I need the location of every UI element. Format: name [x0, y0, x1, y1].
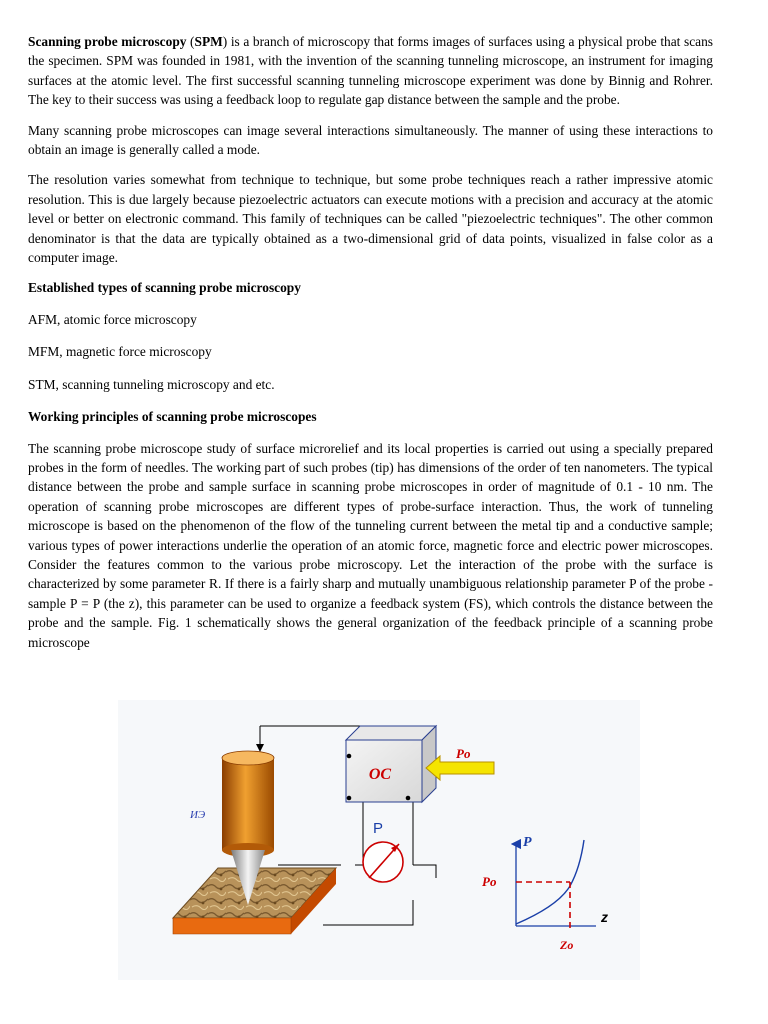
meter-label: P — [373, 820, 384, 837]
ie-label: ИЭ — [190, 809, 206, 821]
type-item-mfm: MFM, magnetic force microscopy — [28, 344, 212, 360]
type-item-afm: AFM, atomic force microscopy — [28, 311, 197, 327]
probe-cylinder — [222, 751, 274, 857]
intro-term: Scanning probe microscopy — [28, 34, 187, 49]
oc-box — [346, 726, 436, 802]
type-item-stm: STM, scanning tunneling microscopy and etc. — [28, 376, 275, 392]
graph-z-axis-label: z — [601, 909, 608, 925]
modes-paragraph: Many scanning probe microscopes can image several interactions simultaneously. The manner of using these interactions to obtain an image is generally called a mode. — [28, 122, 713, 158]
intro-abbr: SPM — [194, 34, 223, 49]
principles-paragraph: The scanning probe microscope study of surface microrelief and its local properties is carried out using a specially prepared probes in the form of needles. The working part of such probes (tip) has dimensions of the order of ten nanometers. The typical distance between the probe and sample surface in scanning probe microscopes in order of magnitude of 0.1 - 10 nm. The operation of scanning probe microscopes are different types of probe-surface interaction. Thus, the work of tunneling microscope is based on the phenomenon of the flow of the tunneling current between the metal tip and a conductive sample; various types of power interactions underlie the operation of an atomic force, magnetic force and electric power microscopes. Consider the features common to the various probe microscopy. Let the interaction of the probe with the surface is characterized by some parameter R. If there is a fairly sharp and mutually unambiguous relationship parameter P of the probe - sample P = P (the z), this parameter can be used to organize a feedback system (FS), which controls the distance between the probe and the sample. Fig. 1 schematically shows the general organization of the feedback principle of a scanning probe microscope — [28, 440, 713, 650]
document-page — [28, 32, 713, 663]
graph-p-axis-label: P — [523, 835, 532, 850]
intro-abbr-close: ) — [222, 34, 228, 49]
graph-zo-label: Zo — [560, 938, 574, 952]
intro-abbr-open: ( — [186, 34, 195, 49]
oc-label: OC — [368, 766, 392, 783]
intro-body: is a branch of microscopy that forms images of surfaces using a physical probe that scans the specimen. SPM was founded in 1981, with the invention of the scanning tunneling microscope, an instrument for imaging surfaces at the atomic level. The first successful scanning tunneling microscope experiment was done by Binnig and Rohrer. The key to their success was using a feedback loop to regulate gap distance between the sample and the probe. — [28, 34, 713, 108]
graph-po-label: Po — [482, 874, 497, 889]
intro-paragraph — [28, 32, 713, 110]
po-arrow-label: Po — [456, 746, 471, 761]
meter-gauge-icon — [363, 842, 403, 882]
feedback-diagram — [118, 700, 640, 980]
resolution-paragraph: The resolution varies somewhat from technique to technique, but some probe techniques reach a rather impressive atomic resolution. This is due largely because piezoelectric actuators can execute motions with a precision and accuracy at the atomic level or better on electronic command. This family of techniques can be called "piezoelectric techniques". The other common denominator is that the data are typically obtained as a two-dimensional grid of data points, visualized in false color as a computer image. — [28, 172, 713, 266]
types-heading: Established types of scanning probe microscopy — [28, 280, 301, 296]
principles-heading: Working principles of scanning probe microscopes — [28, 409, 317, 425]
